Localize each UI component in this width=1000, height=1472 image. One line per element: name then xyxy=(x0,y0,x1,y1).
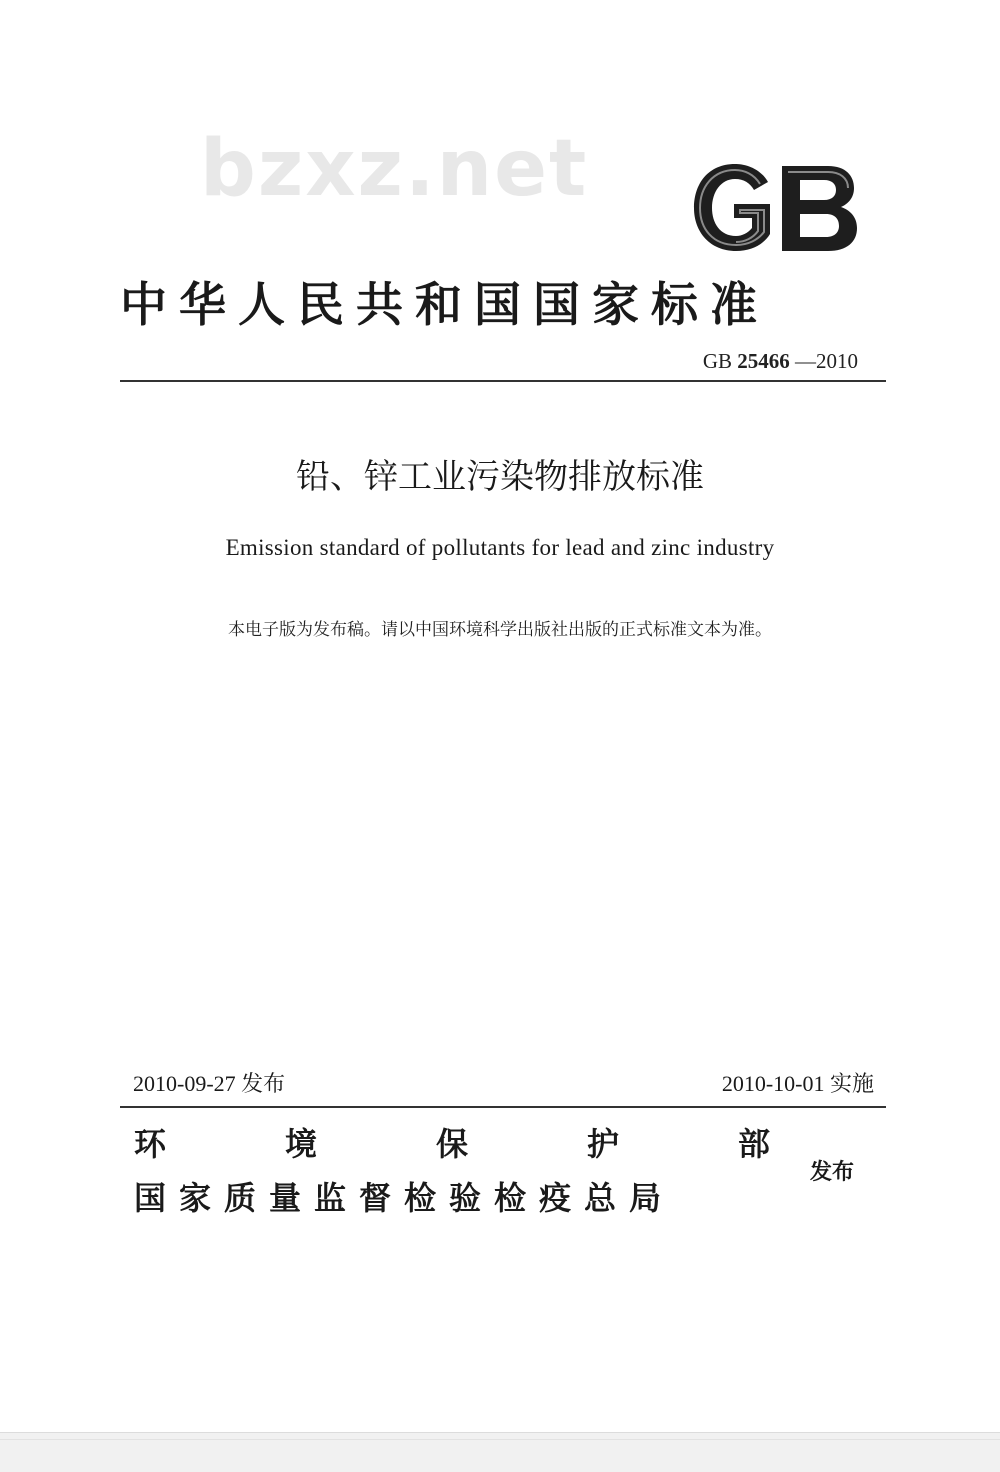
viewer-bottom-strip xyxy=(0,1432,1000,1472)
document-title-cn: 铅、锌工业污染物排放标准 xyxy=(296,457,704,497)
standard-number-prefix: GB xyxy=(702,349,732,373)
electronic-version-notice: 本电子版为发布稿。请以中国环境科学出版社出版的正式标准文本为准。 xyxy=(228,620,772,640)
issuer-ministry-char: 部 xyxy=(737,1125,770,1163)
standard-number xyxy=(703,348,858,374)
issuer-ministry-char: 保 xyxy=(435,1125,468,1163)
standard-number-code: 25466 xyxy=(737,349,790,373)
release-date: 2010-09-27 发布 xyxy=(133,1071,286,1096)
gb-logo-icon xyxy=(690,160,860,255)
publish-label: 发布 xyxy=(810,1160,855,1185)
issuer-ministry-char: 护 xyxy=(586,1125,619,1163)
top-divider xyxy=(120,380,886,382)
standard-number-year: —2010 xyxy=(795,349,858,373)
issuer-ministry-char: 境 xyxy=(284,1125,317,1163)
watermark: bzxz.net xyxy=(200,124,589,214)
issuer-ministry xyxy=(134,1122,770,1166)
issuer-ministry-char: 环 xyxy=(134,1125,167,1163)
bottom-divider xyxy=(120,1106,886,1108)
document-title-en: Emission standard of pollutants for lead and zinc industry xyxy=(225,535,775,560)
national-standard-title: 中华人民共和国国家标准 xyxy=(120,278,769,333)
effective-date: 2010-10-01 实施 xyxy=(721,1071,874,1096)
issuer-aqsiq: 国家质量监督检验检疫总局 xyxy=(134,1179,675,1217)
viewer-bottom-strip-line xyxy=(0,1439,1000,1440)
